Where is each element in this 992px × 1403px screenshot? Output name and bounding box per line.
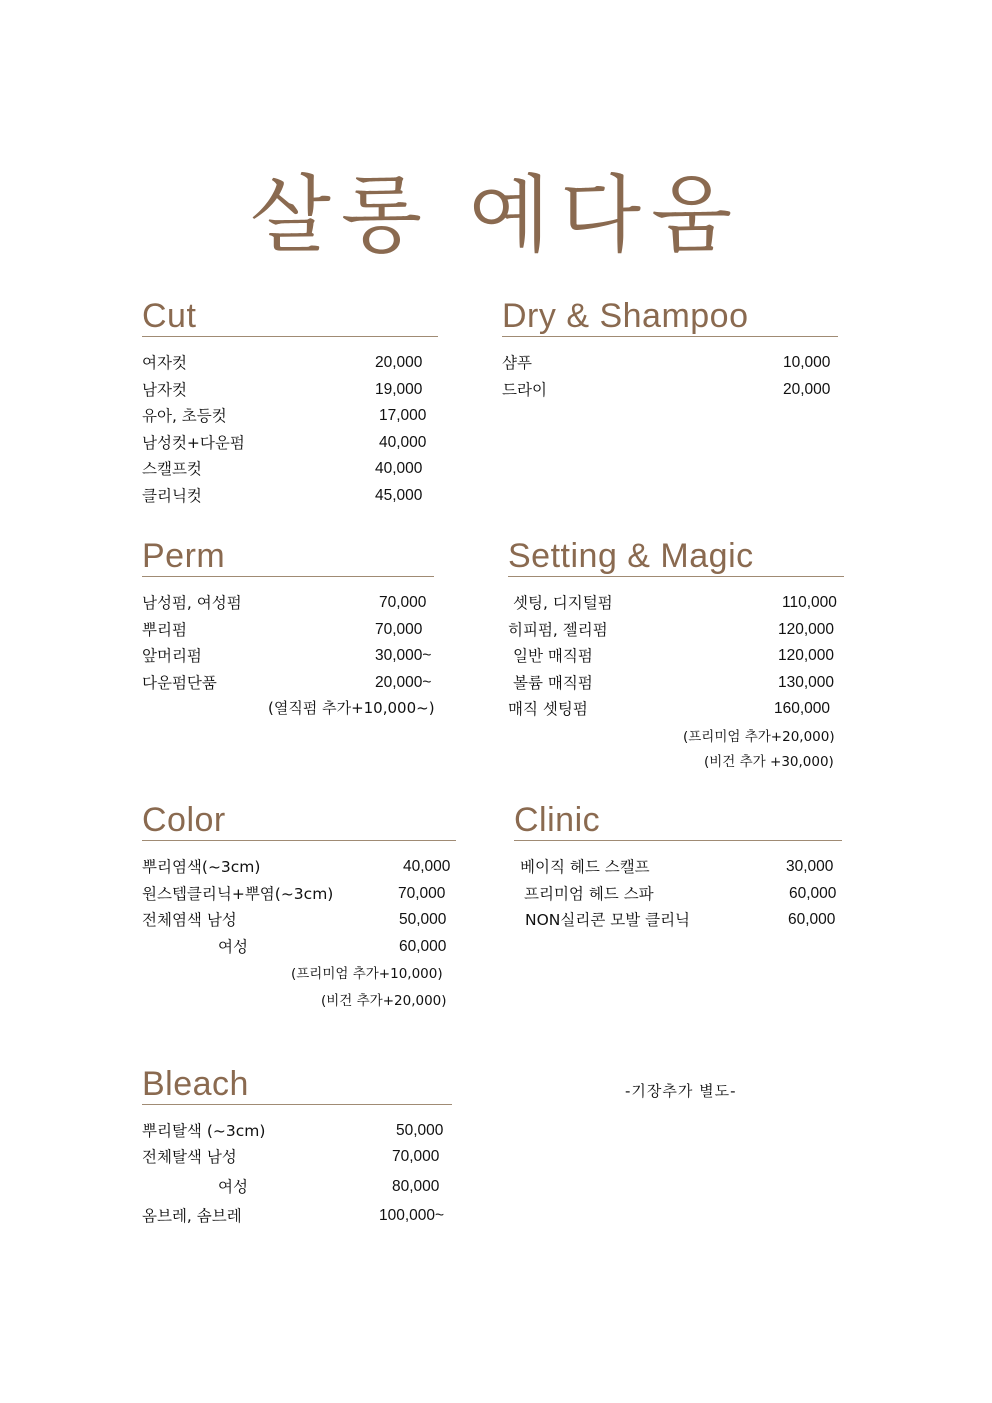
menu-item: 클리닉컷 45,000 bbox=[142, 486, 423, 505]
perm-note: (열직펌 추가+10,000~) bbox=[268, 699, 435, 717]
section-setting-magic bbox=[508, 536, 844, 723]
section-heading-clinic: Clinic bbox=[514, 800, 842, 841]
menu-item: 전체염색 남성 50,000 bbox=[142, 911, 447, 929]
menu-item: 샴푸 10,000 bbox=[502, 354, 831, 372]
menu-item: 뿌리염색(~3cm) 40,000 bbox=[142, 858, 451, 876]
menu-item: 원스텝클리닉+뿌염(~3cm) 70,000 bbox=[142, 884, 446, 903]
menu-item: NON실리콘 모발 클리닉 60,000 bbox=[525, 911, 836, 929]
menu-item: 앞머리펌 30,000~ bbox=[142, 647, 432, 665]
menu-item: 옴브레, 솜브레 100,000~ bbox=[142, 1207, 445, 1225]
menu-item: 히피펌, 젤리펌 120,000 bbox=[508, 620, 835, 639]
section-heading-perm: Perm bbox=[142, 536, 434, 577]
length-surcharge-note: -기장추가 별도- bbox=[625, 1082, 737, 1100]
menu-item: 남자컷 19,000 bbox=[142, 380, 423, 399]
section-color bbox=[142, 800, 456, 960]
menu-item: 다운펌단품 20,000~ bbox=[142, 673, 432, 692]
menu-item: 매직 셋팅펌 160,000 bbox=[508, 700, 831, 718]
menu-item: 남성컷+다운펌 40,000 bbox=[142, 433, 427, 452]
section-heading-color: Color bbox=[142, 800, 456, 841]
menu-item: 일반 매직펌 120,000 bbox=[513, 647, 835, 665]
section-clinic bbox=[514, 800, 842, 934]
section-heading-cut: Cut bbox=[142, 296, 438, 337]
section-heading-dry-shampoo: Dry & Shampoo bbox=[502, 296, 838, 337]
menu-item: 남성펌, 여성펌 70,000 bbox=[142, 594, 427, 612]
color-note-premium: (프리미엄 추가+10,000) bbox=[291, 966, 443, 982]
menu-item: 유아, 초등컷 17,000 bbox=[142, 407, 427, 425]
menu-item: 여성 80,000 bbox=[218, 1178, 440, 1196]
menu-item: 드라이 20,000 bbox=[502, 380, 831, 399]
menu-item: 여성 60,000 bbox=[218, 937, 447, 956]
menu-item: 베이직 헤드 스캘프 30,000 bbox=[520, 858, 834, 876]
section-heading-bleach: Bleach bbox=[142, 1064, 452, 1105]
setting-note-vegan: (비건 추가 +30,000) bbox=[704, 754, 834, 770]
menu-item: 전체탈색 남성 70,000 bbox=[142, 1148, 440, 1166]
section-dry-shampoo bbox=[502, 296, 838, 403]
menu-item: 셋팅, 디지털펌 110,000 bbox=[513, 594, 837, 612]
section-perm bbox=[142, 536, 434, 696]
section-heading-setting-magic: Setting & Magic bbox=[508, 536, 844, 577]
section-cut bbox=[142, 296, 438, 509]
page-title: 살롱 예다움 bbox=[249, 166, 743, 264]
menu-item: 스캘프컷 40,000 bbox=[142, 460, 423, 478]
color-note-vegan: (비건 추가+20,000) bbox=[321, 993, 447, 1009]
menu-item: 볼륨 매직펌 130,000 bbox=[513, 673, 835, 692]
menu-item: 프리미엄 헤드 스파 60,000 bbox=[524, 884, 837, 903]
setting-note-premium: (프리미엄 추가+20,000) bbox=[683, 729, 835, 745]
menu-item: 여자컷 20,000 bbox=[142, 354, 423, 372]
section-bleach bbox=[142, 1064, 452, 1105]
menu-item: 뿌리펌 70,000 bbox=[142, 620, 423, 639]
menu-item: 뿌리탈색 (~3cm) 50,000 bbox=[142, 1122, 444, 1140]
